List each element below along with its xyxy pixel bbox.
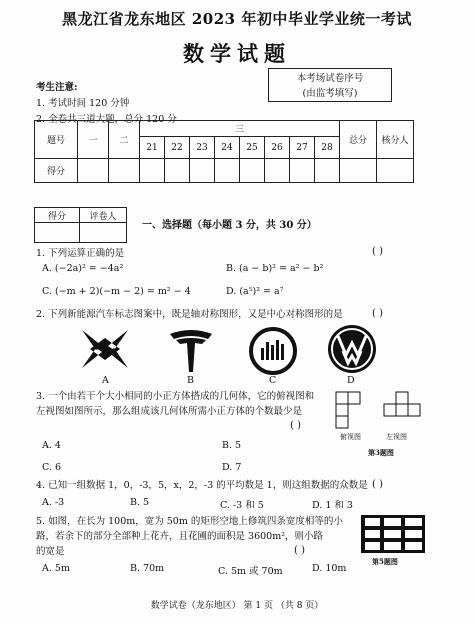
col-q25: 25 xyxy=(240,137,265,159)
q3-left-view-label: 左视图 xyxy=(386,433,407,441)
q4-option-a: A. -3 xyxy=(42,497,65,508)
score-cell xyxy=(78,159,109,183)
q5-option-d: D. 10m xyxy=(312,563,347,574)
q1-option-c: C. (−m + 2)(−m − 2) = m² − 4 xyxy=(42,286,191,297)
vw-logo-icon xyxy=(326,323,378,375)
col-section-2: 二 xyxy=(109,121,140,159)
exam-title: 黑龙江省龙东地区 2023 年初中毕业学业统一考试 xyxy=(62,10,412,28)
q3-views-figure xyxy=(334,390,424,430)
q4-answer-blank: ( ) xyxy=(372,479,383,490)
q3-option-a: A. 4 xyxy=(42,440,61,451)
q4-stem: 4. 已知一组数据 1，0，-3，5，x，2，-3 的平均数是 1，则这组数据的众数是 xyxy=(36,480,368,491)
q3-option-c: C. 6 xyxy=(42,462,62,473)
q5-stem-line1: 5. 如图，在长为 100m，宽为 50m 的矩形空地上修筑四条宽度相等的小 xyxy=(36,516,343,527)
q1-option-b: B. (a − b)² = a² − b² xyxy=(226,263,324,274)
col-q21: 21 xyxy=(140,137,165,159)
q4-option-d: D. 1 和 3 xyxy=(312,500,353,511)
checker-header: 核分人 xyxy=(377,121,414,159)
col-q26: 26 xyxy=(265,137,290,159)
q1-option-d: D. (a⁵)² = a⁷ xyxy=(226,286,284,297)
notes-heading: 考生注意: xyxy=(36,82,78,93)
score-cell xyxy=(340,159,377,183)
score-cell xyxy=(190,159,215,183)
score-cell xyxy=(165,159,190,183)
q3-option-d: D. 7 xyxy=(222,462,242,473)
score-cell xyxy=(377,159,414,183)
q5-option-b: B. 70m xyxy=(130,563,165,574)
col-q22: 22 xyxy=(165,137,190,159)
score-cell xyxy=(215,159,240,183)
q5-garden-figure xyxy=(360,514,426,554)
q3-answer-blank: ( ) xyxy=(290,420,301,431)
q5-answer-blank: ( ) xyxy=(294,545,305,556)
grader-name-cell xyxy=(80,223,127,243)
q2-label-b: B xyxy=(187,375,194,386)
score-cell xyxy=(109,159,140,183)
q1-option-a: A. (−2a)² = −4a² xyxy=(42,263,124,274)
brand-c-logo-icon xyxy=(248,326,298,376)
grader-score-header: 得分 xyxy=(35,208,80,223)
q3-top-view-label: 俯视图 xyxy=(340,433,361,441)
tesla-logo-icon xyxy=(168,328,214,374)
col-q24: 24 xyxy=(215,137,240,159)
q3-option-b: B. 5 xyxy=(222,440,242,451)
seat-number-box xyxy=(268,68,392,102)
q5-stem-line2: 路，若余下的部分全部种上花卉，且花圃的面积是 3600m²，则小路 xyxy=(36,531,324,542)
score-cell xyxy=(265,159,290,183)
q2-label-d: D xyxy=(347,375,355,386)
q2-answer-blank: ( ) xyxy=(372,308,383,319)
question-number-header: 题号 xyxy=(35,121,78,159)
score-cell xyxy=(315,159,340,183)
score-cell xyxy=(290,159,315,183)
total-score-header: 总分 xyxy=(340,121,377,159)
q4-option-b: B. 5 xyxy=(130,497,150,508)
page-footer: 数学试卷（龙东地区） 第 1 页 （共 8 页） xyxy=(150,601,324,611)
q5-option-a: A. 5m xyxy=(42,563,70,574)
q4-option-c: C. -3 和 5 xyxy=(220,500,264,511)
seat-box-note: (由监考填写) xyxy=(302,88,358,99)
col-q28: 28 xyxy=(315,137,340,159)
x-logo-icon xyxy=(80,326,130,372)
score-row-label: 得分 xyxy=(35,159,78,183)
col-section-3: 三 xyxy=(140,121,340,137)
q1-answer-blank: ( ) xyxy=(372,246,383,257)
q5-stem-line3: 的宽是 xyxy=(36,546,65,557)
note-item: 2. 全卷共三道大题，总分 120 分 xyxy=(36,114,177,125)
q5-option-c: C. 5m 或 70m xyxy=(218,566,283,577)
section-1-heading: 一、选择题（每小题 3 分，共 30 分） xyxy=(142,220,317,231)
grader-table xyxy=(34,207,127,243)
q3-stem-line1: 3. 一个由若干个大小相同的小正方体搭成的几何体，它的俯视图和 xyxy=(36,391,315,402)
q3-stem-line2: 左视图如图所示，那么组成该几何体所需小正方体的个数最少是 xyxy=(36,406,303,417)
col-section-1: 一 xyxy=(78,121,109,159)
note-item: 1. 考试时间 120 分钟 xyxy=(36,98,130,109)
q5-figure-caption: 第5题图 xyxy=(372,557,398,566)
score-cell xyxy=(240,159,265,183)
q2-stem: 2. 下列新能源汽车标志图案中，既是轴对称图形，又是中心对称图形的是 xyxy=(36,309,343,320)
seat-box-label: 本考场试卷序号 xyxy=(296,73,364,84)
q1-stem: 1. 下列运算正确的是 xyxy=(36,248,125,259)
score-cell xyxy=(140,159,165,183)
grader-score-cell xyxy=(35,223,80,243)
q3-figure-caption: 第3题图 xyxy=(368,448,394,457)
q2-label-c: C xyxy=(269,375,277,386)
col-q23: 23 xyxy=(190,137,215,159)
q2-label-a: A xyxy=(102,375,109,386)
exam-subtitle: 数学试题 xyxy=(183,41,291,66)
col-q27: 27 xyxy=(290,137,315,159)
grader-name-header: 评卷人 xyxy=(80,208,127,223)
score-table xyxy=(34,120,414,183)
